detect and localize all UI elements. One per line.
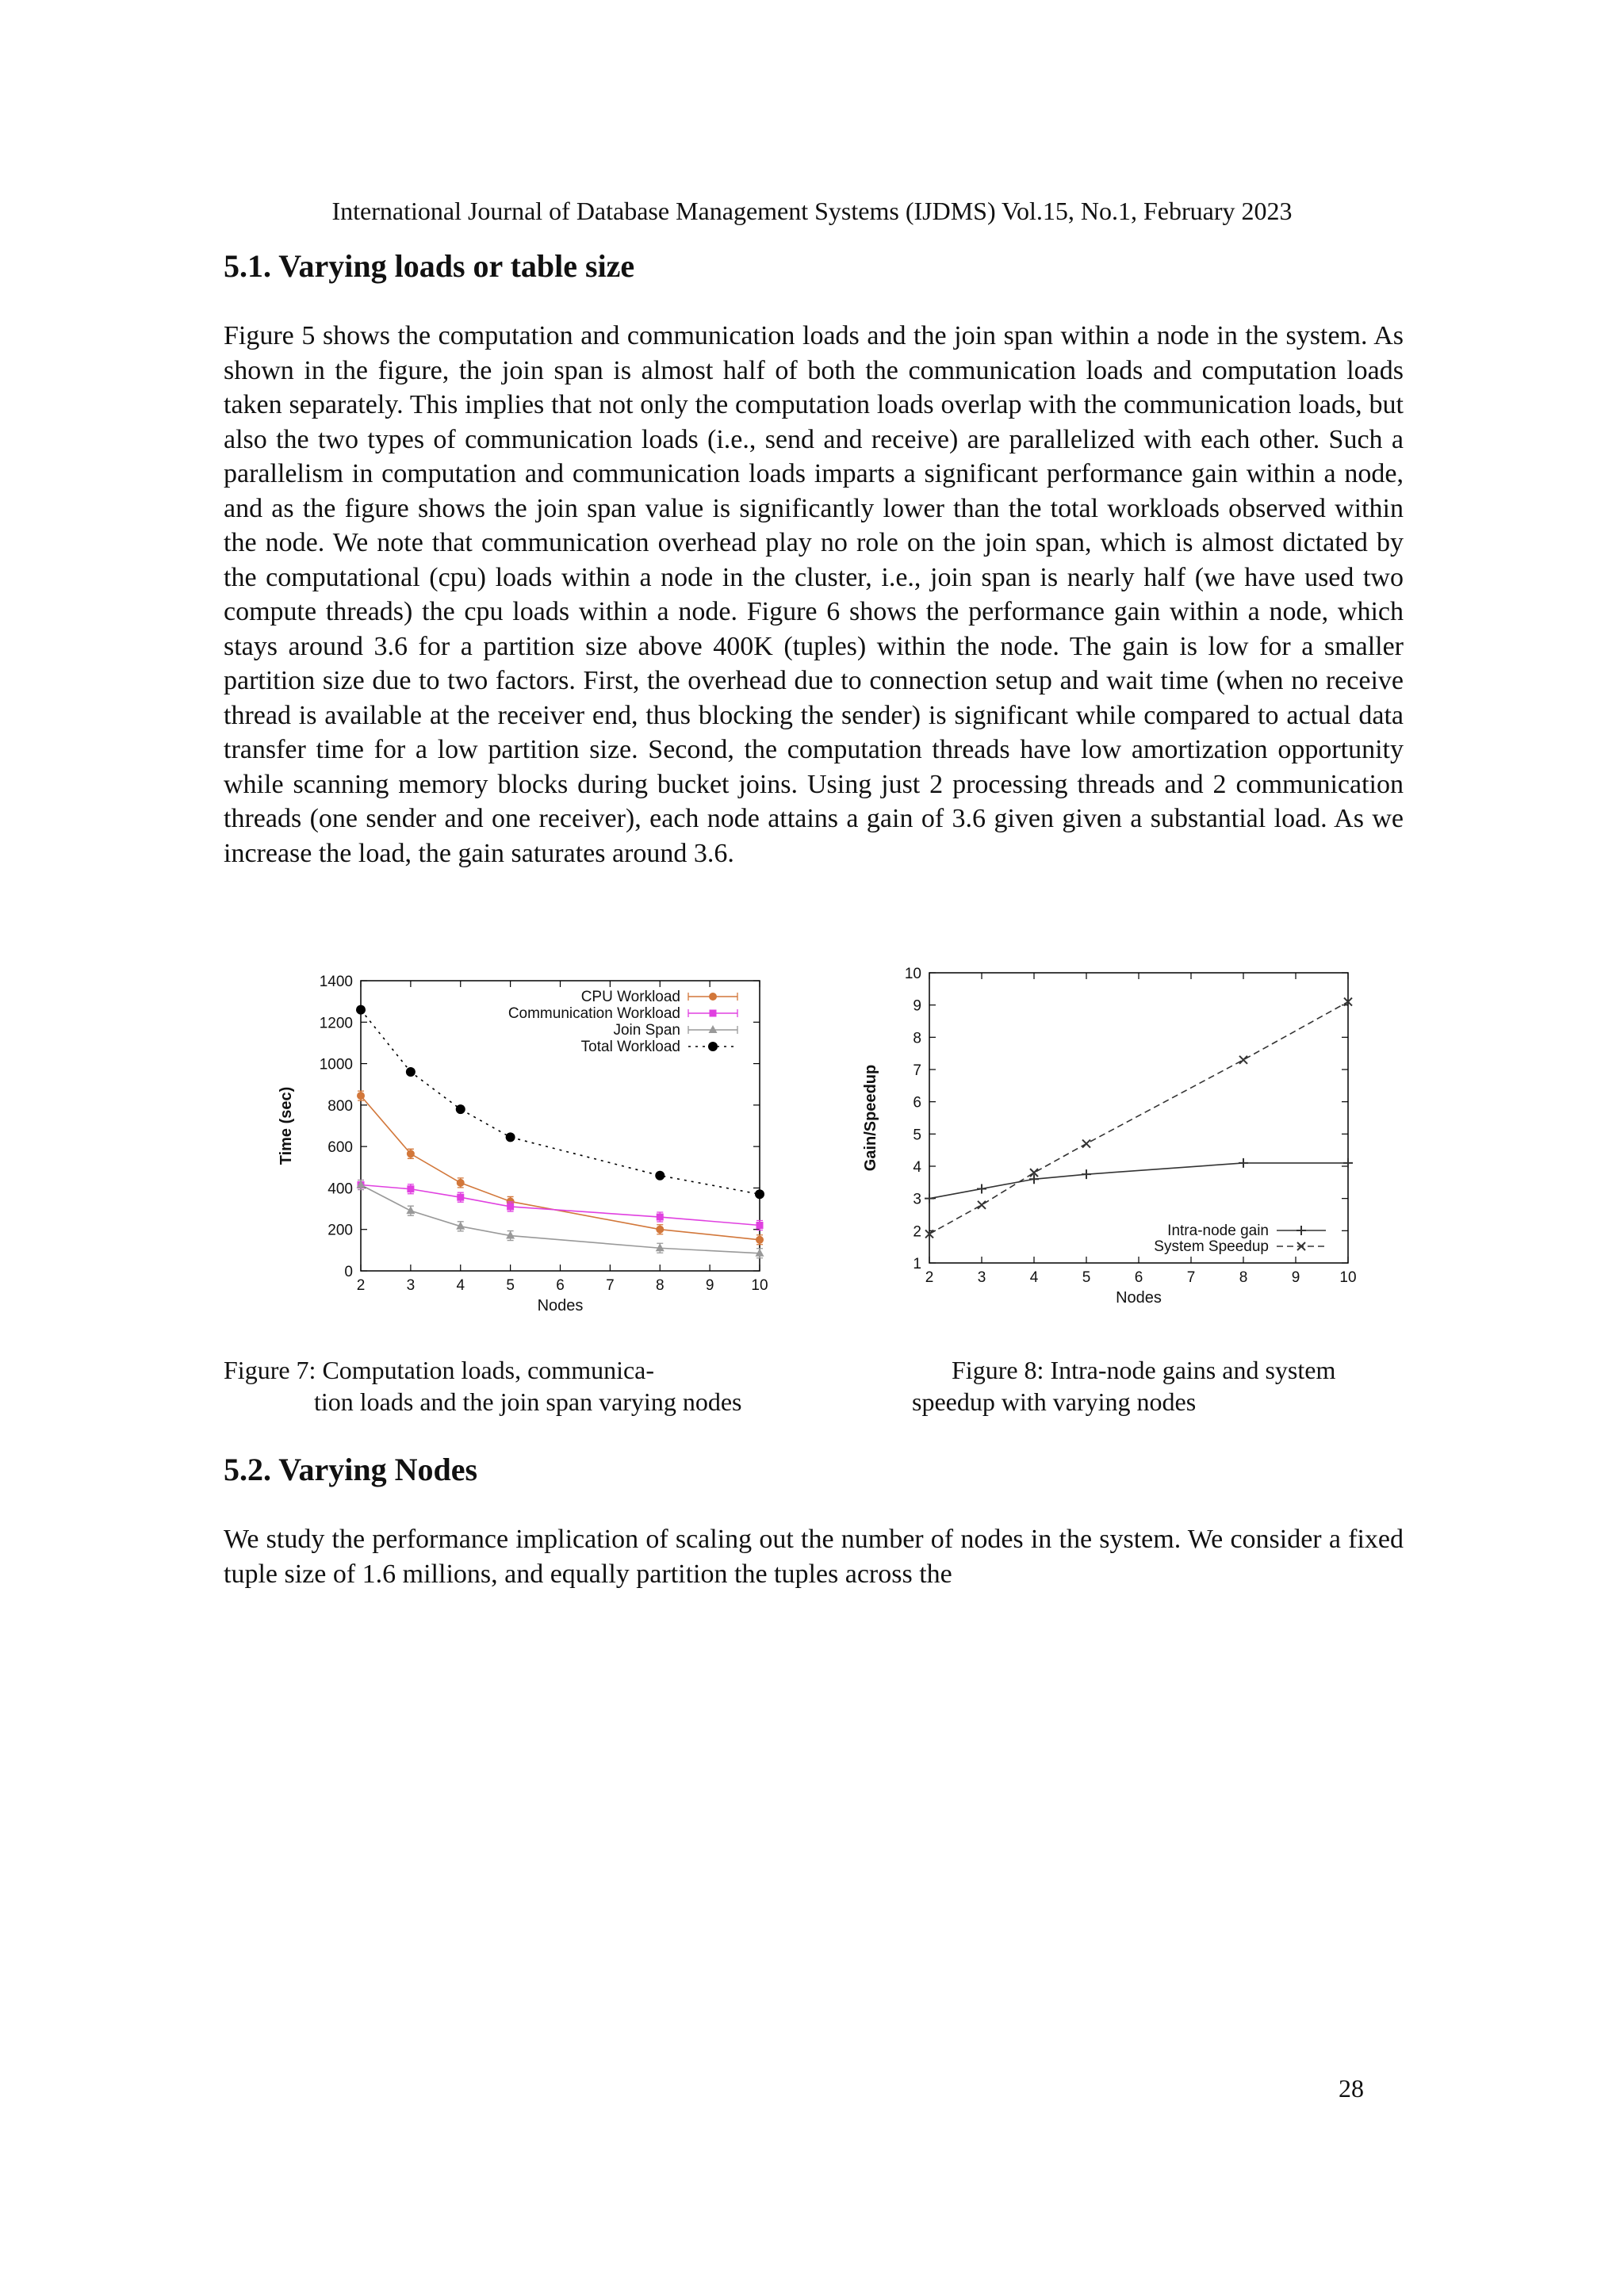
data-point: [358, 1093, 365, 1100]
section-heading-5-2: 5.2. Varying Nodes: [224, 1452, 478, 1487]
series-line-communication-workload: [361, 1185, 760, 1226]
plot-frame: [929, 973, 1348, 1263]
data-point: [406, 1206, 415, 1214]
running-header: International Journal of Database Management Systems (IJDMS) Vol.15, No.1, February 2023: [331, 197, 1293, 225]
data-point: [406, 1067, 416, 1077]
page-number: 28: [1339, 2074, 1364, 2103]
x-tick-label: 2: [925, 1269, 934, 1286]
y-tick-label: 1200: [319, 1015, 353, 1032]
data-point: [925, 1194, 934, 1203]
y-tick-label: 600: [327, 1139, 353, 1157]
x-tick-label: 7: [606, 1277, 615, 1294]
series-communication-workload: [358, 1181, 764, 1230]
data-point: [756, 1236, 764, 1243]
x-tick-label: 8: [655, 1277, 665, 1294]
data-point: [756, 1222, 764, 1229]
figure-7-chart: [262, 963, 785, 1320]
series-line-join-span: [361, 1185, 760, 1253]
section-heading-5-1: 5.1. Varying loads or table size: [224, 248, 635, 284]
y-axis-label: Time (sec): [278, 1086, 295, 1165]
legend-marker-intra-node-gain: [1297, 1226, 1306, 1235]
figure-8-legend: [1154, 1223, 1326, 1255]
y-tick-label: 200: [327, 1222, 353, 1239]
x-tick-label: 3: [406, 1277, 416, 1294]
data-point: [1082, 1140, 1090, 1148]
figure-7-caption-line1: Figure 7: Computation loads, communica-: [224, 1356, 655, 1384]
x-tick-label: 9: [705, 1277, 714, 1294]
y-tick-label: 9: [913, 997, 921, 1015]
series-line-cpu-workload: [361, 1096, 760, 1240]
y-tick-label: 2: [913, 1223, 921, 1241]
series-system-speedup: [925, 998, 1352, 1238]
figure-8-chart: [856, 959, 1372, 1324]
figure-7-axes: [278, 974, 768, 1314]
x-tick-label: 4: [456, 1277, 465, 1294]
y-tick-label: 7: [913, 1062, 921, 1079]
data-point: [978, 1201, 986, 1209]
data-point: [407, 1150, 414, 1158]
y-tick-label: 8: [913, 1030, 921, 1047]
data-point: [407, 1185, 414, 1192]
y-tick-label: 1400: [319, 974, 353, 990]
figure-8-axes: [862, 966, 1357, 1307]
legend-marker-total-workload: [708, 1042, 718, 1051]
legend-label-communication-workload: Communication Workload: [508, 1005, 680, 1022]
data-point: [657, 1214, 664, 1221]
x-tick-label: 10: [751, 1277, 768, 1294]
y-tick-label: 3: [913, 1191, 921, 1208]
series-total-workload: [356, 1005, 764, 1200]
x-tick-label: 7: [1186, 1269, 1196, 1286]
figure-8-caption: [912, 1354, 1404, 1418]
y-tick-label: 400: [327, 1181, 353, 1198]
data-point: [457, 1194, 464, 1201]
x-tick-label: 6: [1134, 1269, 1143, 1286]
figure-7-caption: [224, 1354, 795, 1418]
data-point: [507, 1203, 514, 1210]
data-point: [1239, 1158, 1248, 1168]
series-join-span: [357, 1181, 764, 1258]
section-5-1-paragraph: Figure 5 shows the computation and communication loads and the join span within a node in the system. As shown in the figure, the join span is almost half of both the communication loads and computation loads taken separately. This implies that not only the computation loads overlap with the communication loads, but also the two types of communication loads (i.e., send and receive) are parallelized with each other. Such a parallelism in computation and communication loads imparts a significant performance gain within a node, and as the figure shows the join span value is significantly lower than the total workloads observed within the node. We note that communication overhead play no role on the join span, which is almost dictated by the computational (cpu) loads within a node in the cluster, i.e., join span is nearly half (we have used two compute threads) the cpu loads within a node. Figure 6 shows the performance gain within a node, which stays around 3.6 for a partition size above 400K (tuples) within the node. The gain is low for a smaller partition size due to two factors. First, the overhead due to connection setup and wait time (when no receive thread is available at the receiver end, thus blocking the sender) is significant while compared to actual data transfer time for a low partition size. Second, the computation threads have low amortization opportunity while scanning memory blocks during bucket joins. Using just 2 processing threads and 2 communication threads (one sender and one receiver), each node attains a gain of 3.6 given given a substantial load. As we increase the load, the gain saturates around 3.6.: [224, 321, 1404, 868]
y-axis-label: Gain/Speedup: [862, 1064, 879, 1172]
y-tick-label: 4: [913, 1159, 921, 1176]
data-point: [1239, 1056, 1247, 1064]
x-axis-label: Nodes: [1116, 1289, 1162, 1307]
figure-7-caption-line2: tion loads and the join span varying nodes: [314, 1387, 742, 1416]
y-tick-label: 10: [904, 966, 921, 982]
x-tick-label: 5: [506, 1277, 515, 1294]
plot-frame: [361, 981, 760, 1271]
figure-8-caption-line2: speedup with varying nodes: [912, 1387, 1197, 1416]
y-tick-label: 800: [327, 1097, 353, 1115]
legend-label-system-speedup: System Speedup: [1154, 1238, 1269, 1255]
y-tick-label: 1000: [319, 1056, 353, 1073]
series-cpu-workload: [358, 1091, 764, 1245]
legend-label-join-span: Join Span: [613, 1022, 680, 1039]
figure-7-legend: [508, 989, 737, 1055]
y-tick-label: 0: [344, 1264, 353, 1280]
data-point: [755, 1189, 764, 1199]
data-point: [356, 1005, 366, 1015]
legend-label-intra-node-gain: Intra-node gain: [1167, 1223, 1269, 1239]
x-tick-label: 6: [556, 1277, 565, 1294]
data-point: [1082, 1169, 1091, 1179]
y-tick-label: 1: [913, 1256, 921, 1272]
data-point: [977, 1184, 986, 1193]
series-line-intra-node-gain: [929, 1163, 1348, 1199]
x-tick-label: 2: [356, 1277, 366, 1294]
y-tick-label: 5: [913, 1127, 921, 1144]
x-tick-label: 9: [1291, 1269, 1300, 1286]
figure-7-series: [356, 1005, 764, 1258]
legend-marker-join-span: [709, 1025, 718, 1033]
legend-marker-cpu-workload: [710, 993, 717, 1001]
figure-8-series: [925, 998, 1353, 1238]
data-point: [456, 1104, 465, 1114]
y-tick-label: 6: [913, 1094, 921, 1112]
series-line-total-workload: [361, 1010, 760, 1195]
data-point: [657, 1226, 664, 1233]
figure-8-caption-line1: Figure 8: Intra-node gains and system: [952, 1356, 1336, 1384]
x-tick-label: 3: [977, 1269, 986, 1286]
series-line-system-speedup: [929, 1002, 1348, 1234]
x-tick-label: 10: [1339, 1269, 1357, 1286]
x-tick-label: 8: [1239, 1269, 1248, 1286]
section-5-2-paragraph: We study the performance implication of scaling out the number of nodes in the system. We consider a fixed tuple size of 1.6 millions, and equally partition the tuples across the: [224, 1525, 1404, 1589]
data-point: [655, 1171, 665, 1181]
legend-label-total-workload: Total Workload: [580, 1039, 680, 1055]
legend-label-cpu-workload: CPU Workload: [580, 989, 680, 1005]
series-intra-node-gain: [925, 1158, 1353, 1203]
x-tick-label: 5: [1082, 1269, 1091, 1286]
data-point: [457, 1179, 464, 1186]
x-tick-label: 4: [1029, 1269, 1039, 1286]
legend-marker-communication-workload: [710, 1010, 717, 1017]
data-point: [506, 1132, 515, 1142]
x-axis-label: Nodes: [537, 1297, 584, 1314]
